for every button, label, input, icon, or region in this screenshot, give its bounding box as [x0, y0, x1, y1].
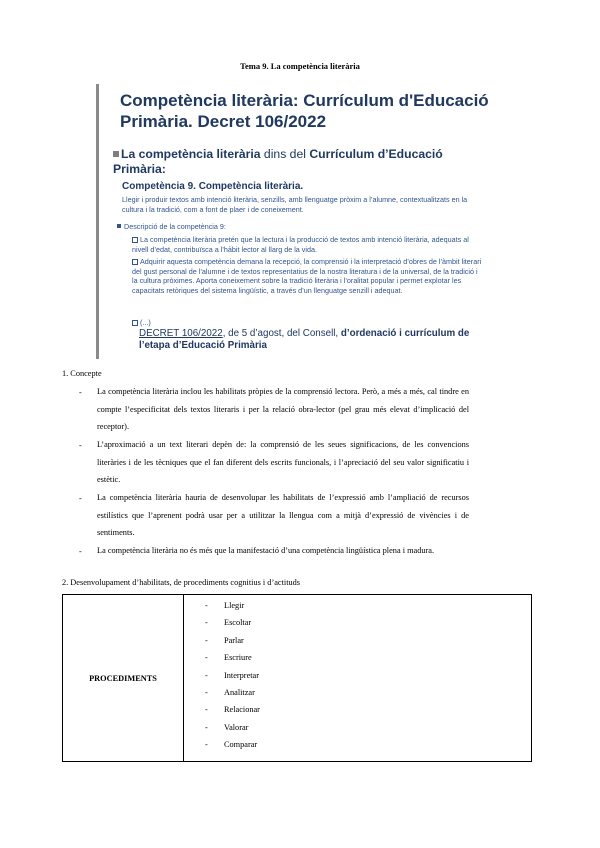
table-list-cell [184, 595, 532, 762]
concept-bullet: La competència literària inclou les habilitats pròpies de la comprensió lectora. Però, a més a més, cal tindre en compte l’especificitat dels textos literaris i per la relació obra-lector (pel grau més elevat d’implicació del receptor). [97, 387, 469, 432]
list-item: - Escriure [205, 653, 252, 663]
concept-bullet: L’aproximació a un text literari depèn de: la comprensió de les seues significacions, de les convencions literàries i de les tècniques que el fan diferent dels escrits funcionals, i l’apreciació del seu valor significatiu i estètic. [97, 440, 469, 485]
page-header: Tema 9. La competència literària [240, 61, 360, 71]
slide-heading [113, 147, 483, 177]
list-item-text: Relacionar [224, 705, 260, 715]
concept-bullet: La competència literària no és més que la manifestació d’una competència lingüística plena i madura. [97, 546, 435, 555]
dash-bullet: - [79, 441, 82, 450]
small-square-icon [117, 224, 121, 228]
heading-bold-1: La competència literària [121, 147, 261, 161]
square-bullet-icon [113, 151, 119, 157]
heading-plain: dins del [260, 147, 310, 161]
procedures-table [62, 594, 532, 762]
list-item: - Comparar [205, 740, 258, 750]
description-heading-text: Descripció de la competència 9: [124, 222, 226, 231]
description-heading [117, 222, 226, 231]
slide-item [132, 257, 482, 295]
competence-title: Competència 9. Competència literària. [122, 181, 304, 192]
list-item: - Parlar [205, 635, 244, 645]
list-item-text: Escriure [224, 653, 252, 663]
checkbox-icon [132, 259, 138, 265]
slide-title: Competència literària: Currículum d'Educació Primària. Decret 106/2022 [120, 91, 489, 131]
slide-image [96, 84, 492, 359]
decree-mid: , de 5 d’agost, del Consell, [222, 328, 341, 339]
list-item-text: Analitzar [224, 687, 255, 697]
concept-bullet: La competència literària hauria de desenvolupar les habilitats de l’expressió amb l’ampliació de recursos estilístics que l’aprenent podrà usar per a utilitzar la llengua com a mitjà d’expressió de vivències i de sentiments. [97, 493, 469, 538]
table-label-cell: PROCEDIMENTS [63, 595, 184, 762]
list-item-text: Interpretar [224, 670, 260, 680]
list-item-text: Llegir [224, 601, 245, 610]
decree-bold: d’ordenació i currículum de l’etapa d’Educació Primària [139, 328, 470, 351]
checkbox-icon [132, 237, 138, 243]
competence-description: Llegir i produir textos amb intenció literària, senzills, amb llenguatge pròxim a l’alumne, contextualitzats en la cultura i la tradició, com a font de plaer i de coneixement. [122, 195, 468, 214]
slide-item [132, 318, 482, 328]
checkbox-icon [132, 320, 138, 326]
list-item: - Escoltar [205, 618, 252, 628]
list-item-text: Parlar [224, 635, 244, 645]
list-item: - Interpretar [205, 670, 260, 680]
section-1-title: 1. Concepte [62, 369, 102, 378]
dash-bullet: - [79, 388, 82, 397]
slide-item-text: La competència literària pretén que la lectura i la producció de textos amb intenció literària, adequats al nivell d’edat, contribuïsca a l’hàbit lector al llarg de la vida. [132, 235, 469, 254]
dash-bullet: - [79, 494, 82, 503]
slide-item [132, 235, 482, 254]
list-item-text: Escoltar [224, 618, 252, 628]
section-2-title: 2. Desenvolupament d’habilitats, de procediments cognitius i d’actituds [62, 578, 301, 587]
list-item-text: Valorar [224, 722, 249, 732]
dash-bullet: - [79, 547, 82, 556]
list-item: - Valorar [205, 722, 249, 732]
list-item: - Relacionar [205, 705, 260, 715]
slide-item-text: Adquirir aquesta competència demana la recepció, la comprensió i la interpretació d’obres de l’àmbit literari del gust personal de l’alumne i de textos representatius de la nostra literatura i de la universal, de la tradició i la cultura pròximes. Aporta coneixement sobre la tradició literària i l’oralitat popular i permet explotar les capacitats retòriques del sistema lingüístic, a través d’un llenguatge senzill i adequat. [132, 257, 482, 295]
decree-link[interactable]: DECRET 106/2022 [139, 328, 223, 339]
list-item: - Analitzar [205, 687, 255, 697]
slide-item-text: (...) [140, 318, 151, 327]
list-item-text: Comparar [224, 740, 258, 750]
heading-bold-2: Currículum d’Educació Primària: [113, 147, 443, 176]
list-item: - Llegir [205, 601, 245, 610]
decree-reference [139, 328, 489, 351]
